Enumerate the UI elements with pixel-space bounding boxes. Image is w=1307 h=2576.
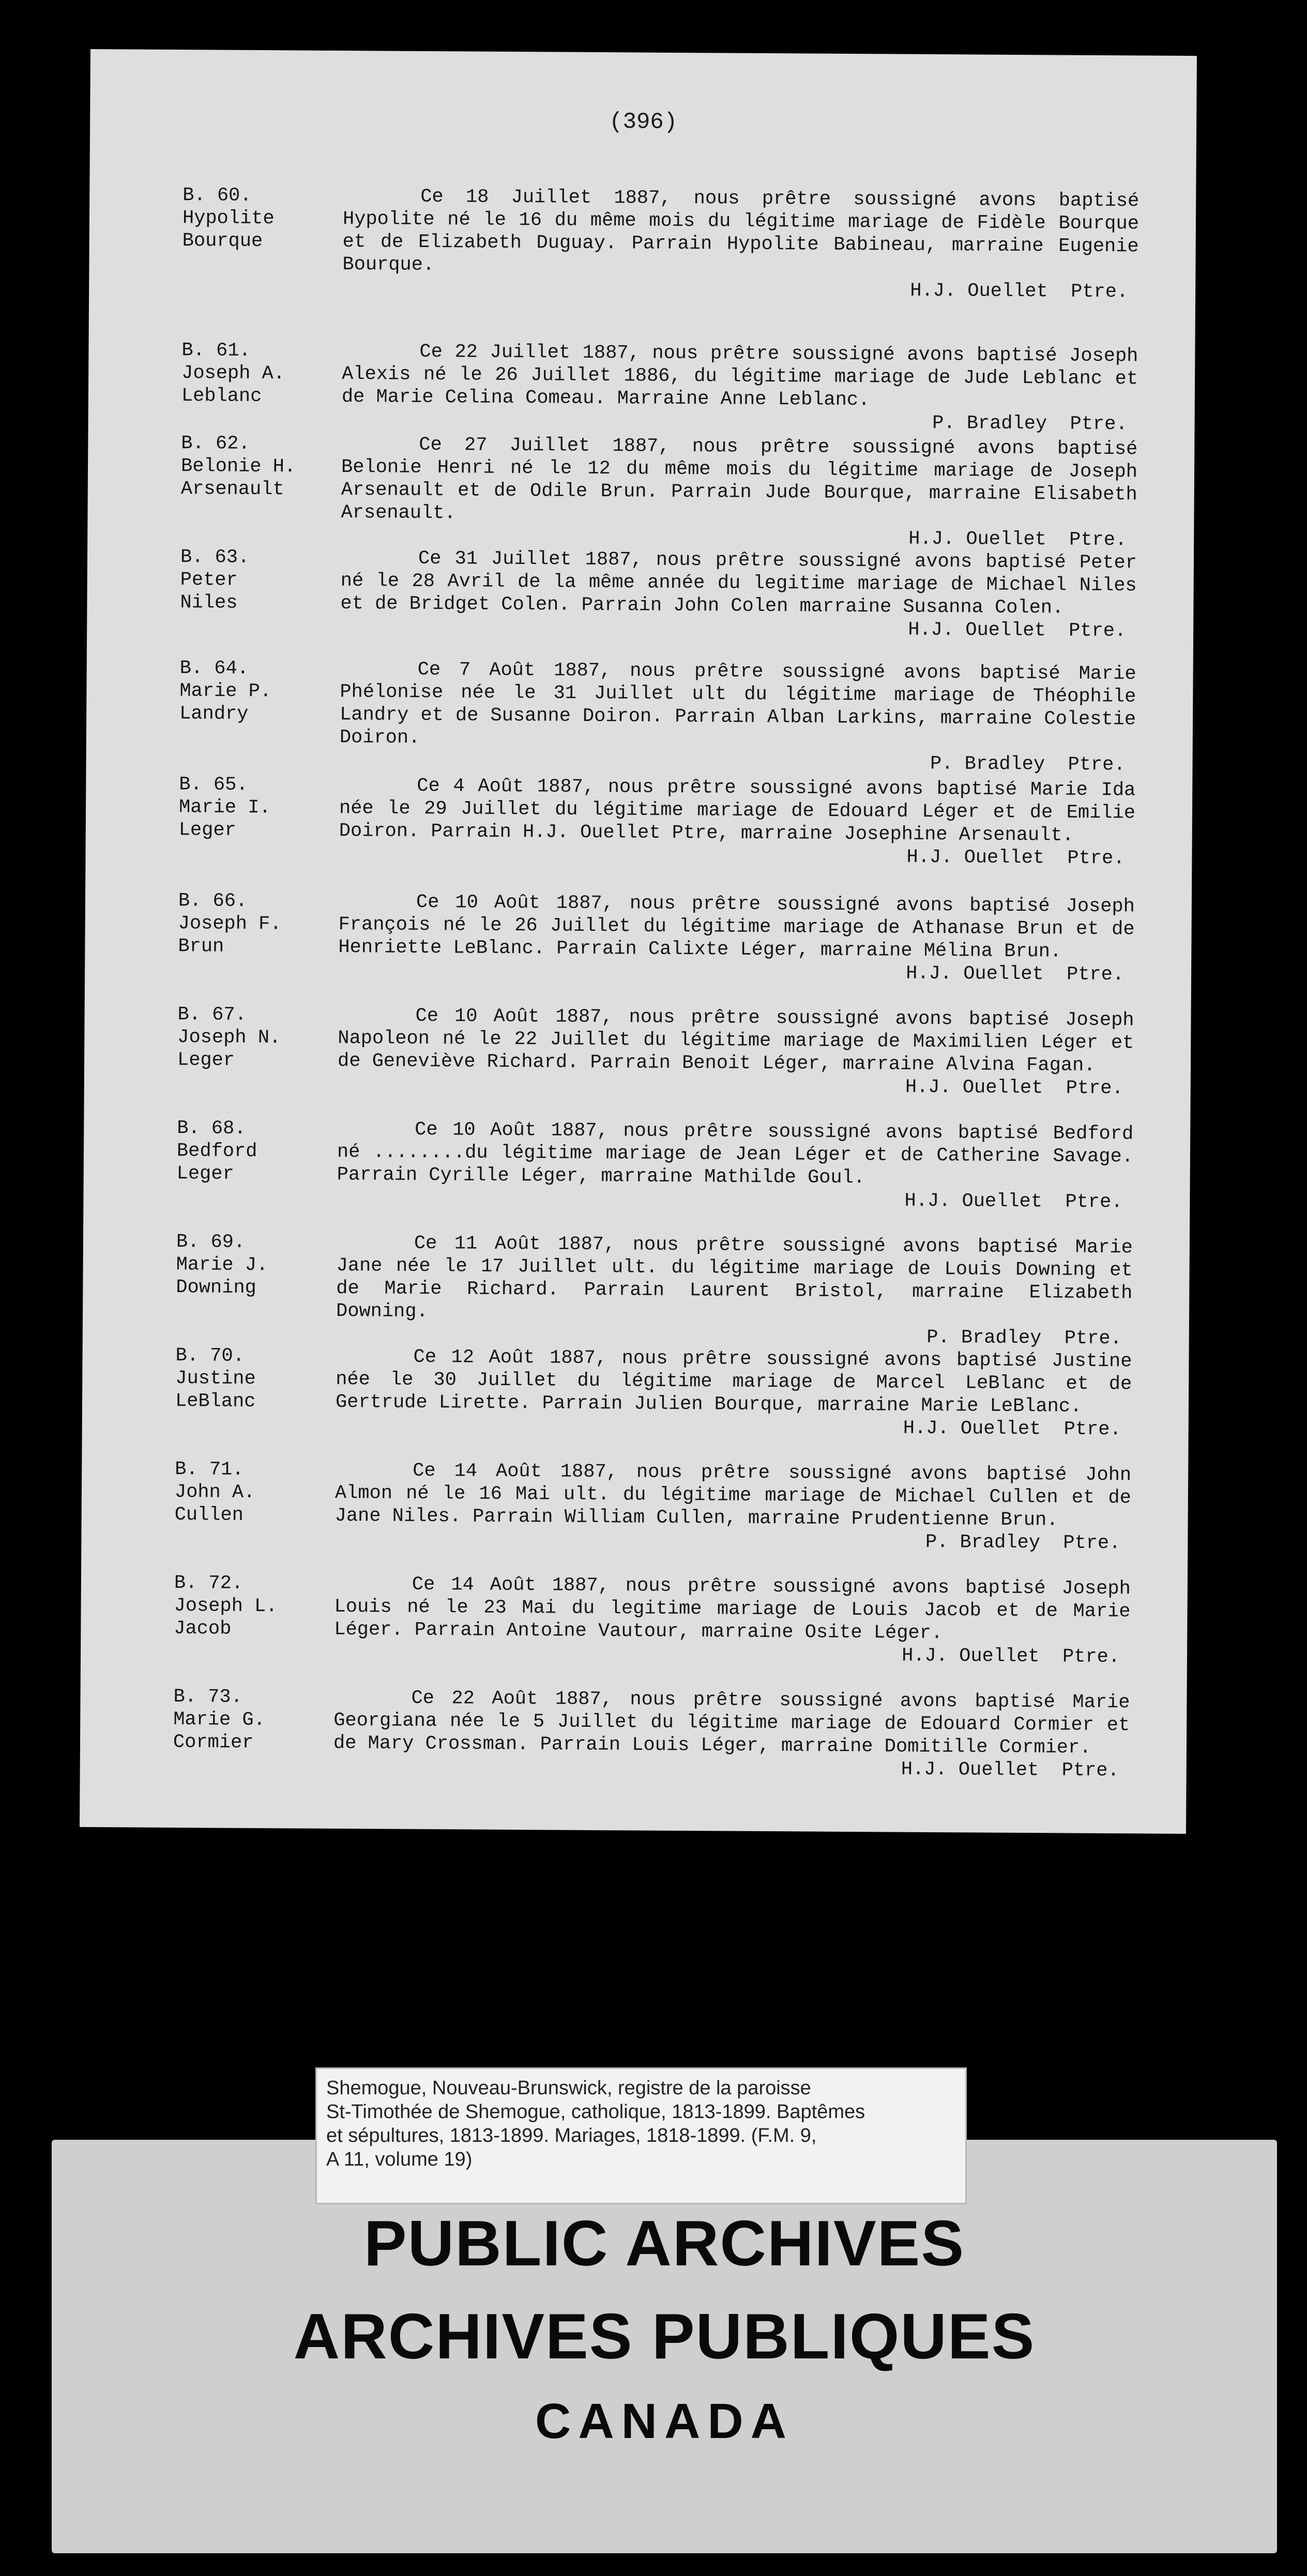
- label-line-2: St-Timothée de Shemogue, catholique, 1813-1899. Baptêmes: [326, 2101, 865, 2123]
- entry-id: B. 66.: [178, 890, 248, 912]
- entry-text: Ce 14 Août 1887, nous prêtre soussigné avons baptisé John Almon né le 16 Mai ult. du légitime mariage de Michael Cullen et de Jane Niles. Parrain William Cullen, marraine Prudentienne Brun.: [335, 1460, 1132, 1531]
- register-page: [80, 49, 1197, 1834]
- entry-name2: Leger: [176, 1163, 234, 1185]
- entry-signature: H.J. Ouellet Ptre.: [904, 1190, 1123, 1214]
- entry-body: [341, 340, 1138, 436]
- baptism-entry: [81, 1685, 1187, 1782]
- entry-text: Ce 12 Août 1887, nous prêtre soussigné avons baptisé Justine née le 30 Juillet du légitime mariage de Marcel LeBlanc et de Gertrude Lirette. Parrain Julien Bourque, marraine Marie LeBlanc.: [335, 1346, 1132, 1418]
- entry-id: B. 65.: [179, 774, 248, 796]
- entry-body: [342, 185, 1139, 303]
- entry-name1: John A.: [174, 1481, 255, 1504]
- entry-body: [333, 1686, 1130, 1782]
- entry-name2: Leger: [177, 1049, 235, 1071]
- entry-text: Ce 18 Juillet 1887, nous prêtre soussigné avons baptisé Hypolite né le 16 du même mois du légitime mariage de Fidèle Bourque et de Elizabeth Duguay. Parrain Hypolite Babineau, marraine Eugenie Bourque.: [342, 186, 1139, 277]
- entry-body: [339, 774, 1135, 870]
- entry-name2: Landry: [179, 703, 249, 725]
- entry-text: Ce 10 Août 1887, nous prêtre soussigné avons baptisé Joseph Napoleon né le 22 Juillet du légitime mariage de Maximilien Léger et de Geneviève Richard. Parrain Benoit Léger, marraine Alvina Fagan.: [337, 1005, 1134, 1077]
- baptism-entry: [87, 656, 1193, 776]
- entry-name2: Cullen: [174, 1504, 244, 1526]
- baptism-entry: [85, 889, 1192, 986]
- entry-body: [335, 1459, 1131, 1555]
- label-line-1: Shemogue, Nouveau-Brunswick, registre de la paroisse: [326, 2077, 811, 2099]
- baptism-entry: [85, 1003, 1191, 1100]
- entry-signature: H.J. Ouellet Ptre.: [905, 1076, 1123, 1100]
- entry-body: [340, 547, 1137, 642]
- entry-text: Ce 22 Août 1887, nous prêtre soussigné avons baptisé Marie Georgiana née le 5 Juillet du légitime mariage de Edouard Cormier et de Mary Crossman. Parrain Louis Léger, marraine Domitille Cormier.: [333, 1687, 1130, 1759]
- entry-id: B. 64.: [179, 657, 249, 680]
- entry-body: [339, 658, 1136, 776]
- entry-margin-note: [174, 1572, 329, 1641]
- entry-margin-note: [183, 184, 338, 253]
- label-line-4: A 11, volume 19): [326, 2149, 473, 2170]
- baptism-entry: [89, 339, 1195, 436]
- entry-name2: Niles: [180, 592, 238, 614]
- entry-signature: H.J. Ouellet Ptre.: [903, 1417, 1121, 1441]
- entry-name1: Joseph F.: [178, 913, 282, 936]
- entry-text: Ce 10 Août 1887, nous prêtre soussigné avons baptisé Bedford né ........du légitime mariage de Jean Léger et de Catherine Savage. Parrain Cyrille Léger, marraine Mathilde Goul.: [337, 1118, 1134, 1189]
- entry-name2: Bourque: [182, 230, 263, 253]
- entry-text: Ce 4 Août 1887, nous prêtre soussigné avons baptisé Marie Ida née le 29 Juillet du légitime mariage de Edouard Léger et de Emilie Doiron. Parrain H.J. Ouellet Ptre, marraine Josephine Arsenault.: [339, 775, 1136, 847]
- entry-name1: Hypolite: [182, 207, 275, 230]
- entry-body: [336, 1232, 1133, 1350]
- entry-id: B. 60.: [183, 185, 252, 207]
- baptism-entry: [84, 1116, 1190, 1214]
- page-number: (396): [609, 109, 678, 135]
- entry-name2: LeBlanc: [175, 1390, 256, 1413]
- entry-name1: Justine: [175, 1368, 256, 1390]
- entry-margin-note: [175, 1458, 330, 1527]
- entry-signature: H.J. Ouellet Ptre.: [902, 1645, 1120, 1668]
- entry-margin-note: [176, 1231, 331, 1300]
- baptism-entry: [82, 1458, 1188, 1555]
- entry-signature: H.J. Ouellet Ptre.: [910, 280, 1129, 303]
- entry-signature: H.J. Ouellet Ptre.: [906, 846, 1125, 870]
- archives-title-english: PUBLIC ARCHIVES: [363, 2208, 965, 2279]
- label-line-3: et sépultures, 1813-1899. Mariages, 1818-1899. (F.M. 9,: [326, 2125, 817, 2146]
- entry-id: B. 62.: [181, 433, 250, 455]
- entry-signature: H.J. Ouellet Ptre.: [908, 528, 1127, 551]
- baptism-entry: [89, 183, 1196, 303]
- entry-text: Ce 7 Août 1887, nous prêtre soussigné avons baptisé Marie Phélonise née le 31 Juillet ult du légitime mariage de Théophile Landry et de Susanne Doiron. Parrain Alban Larkins, marraine Colestie Doiron.: [339, 658, 1136, 749]
- entry-text: Ce 11 Août 1887, nous prêtre soussigné avons baptisé Marie Jane née le 17 Juillet ult. du légitime mariage de Louis Downing et de Marie Richard. Parrain Laurent Bristol, marraine Elizabeth Downing.: [336, 1232, 1133, 1323]
- entry-margin-note: [181, 339, 337, 408]
- entry-name2: Brun: [178, 936, 224, 958]
- entry-name1: Marie G.: [173, 1709, 266, 1731]
- entry-margin-note: [177, 1117, 332, 1186]
- entry-signature: H.J. Ouellet Ptre.: [906, 962, 1124, 986]
- entry-name2: Leger: [178, 819, 236, 841]
- entry-name1: Bedford: [176, 1140, 257, 1163]
- entry-margin-note: [179, 657, 335, 726]
- entry-signature: P. Bradley Ptre.: [932, 412, 1128, 436]
- entry-margin-note: [173, 1685, 329, 1755]
- entry-signature: H.J. Ouellet Ptre.: [908, 619, 1127, 642]
- entry-name1: Peter: [180, 569, 238, 591]
- entry-margin-note: [178, 890, 333, 959]
- entry-text: Ce 10 Août 1887, nous prêtre soussigné avons baptisé Joseph François né le 26 Juillet du légitime mariage de Athanase Brun et de Henriette LeBlanc. Parrain Calixte Léger, marraine Mélina Brun.: [338, 891, 1135, 963]
- entry-id: B. 67.: [177, 1004, 247, 1026]
- entry-name1: Marie J.: [176, 1254, 268, 1277]
- entry-id: B. 68.: [177, 1117, 246, 1140]
- entry-name1: Joseph L.: [174, 1595, 278, 1618]
- entry-margin-note: [181, 432, 337, 501]
- entry-margin-note: [177, 1003, 333, 1072]
- archives-country: CANADA: [535, 2394, 794, 2449]
- entry-id: B. 61.: [181, 340, 251, 362]
- entry-margin-note: [180, 546, 336, 615]
- entry-margin-note: [175, 1344, 331, 1414]
- entry-name1: Marie P.: [179, 680, 272, 703]
- entry-text: Ce 14 Août 1887, nous prêtre soussigné avons baptisé Joseph Louis né le 23 Mai du legitime mariage de Louis Jacob et de Marie Léger. Parrain Antoine Vautour, marraine Osite Léger.: [334, 1573, 1131, 1645]
- entry-text: Ce 31 Juillet 1887, nous prêtre soussigné avons baptisé Peter né le 28 Avril de la même année du legitime mariage de Michael Niles et de Bridget Colen. Parrain John Colen marraine Susanna Colen.: [340, 547, 1137, 619]
- entry-name1: Marie I.: [178, 796, 271, 819]
- entry-id: B. 69.: [176, 1231, 246, 1253]
- entry-signature: P. Bradley Ptre.: [926, 1326, 1122, 1350]
- entry-body: [341, 433, 1137, 551]
- entry-body: [338, 891, 1135, 986]
- entry-name1: Belonie H.: [180, 455, 296, 478]
- entry-text: Ce 27 Juillet 1887, nous prêtre soussigné avons baptisé Belonie Henri né le 12 du même mois du légitime mariage de Joseph Arsenault et de Odile Brun. Parrain Jude Bourque, marraine Elisabeth Arsenault.: [341, 434, 1138, 525]
- entry-body: [336, 1345, 1132, 1441]
- entry-name2: Downing: [176, 1277, 256, 1299]
- entry-body: [337, 1118, 1133, 1214]
- entry-body: [334, 1573, 1131, 1668]
- entry-id: B. 72.: [174, 1572, 244, 1594]
- baptism-entry: [81, 1571, 1188, 1668]
- entry-margin-note: [179, 773, 335, 842]
- entry-name1: Joseph A.: [181, 362, 285, 385]
- archives-title-french: ARCHIVES PUBLIQUES: [293, 2301, 1036, 2372]
- entry-id: B. 71.: [175, 1459, 244, 1481]
- entry-text: Ce 22 Juillet 1887, nous prêtre soussigné avons baptisé Joseph Alexis né le 26 Juillet 1886, du légitime mariage de Jude Leblanc et de Marie Celina Comeau. Marraine Anne Leblanc.: [341, 341, 1138, 411]
- entry-name2: Leblanc: [181, 385, 262, 408]
- entry-signature: H.J. Ouellet Ptre.: [901, 1758, 1119, 1782]
- entry-name2: Arsenault: [180, 478, 284, 501]
- entry-id: B. 70.: [175, 1345, 245, 1367]
- baptism-entry: [83, 1230, 1190, 1350]
- entry-name2: Jacob: [174, 1618, 232, 1640]
- entry-body: [338, 1004, 1134, 1100]
- entry-signature: P. Bradley Ptre.: [925, 1531, 1121, 1555]
- entry-signature: P. Bradley Ptre.: [930, 753, 1126, 776]
- entry-id: B. 73.: [173, 1686, 242, 1708]
- microfilm-label: [315, 2067, 967, 2204]
- entry-name1: Joseph N.: [177, 1026, 281, 1049]
- entry-name2: Cormier: [173, 1731, 254, 1754]
- entry-id: B. 63.: [180, 546, 250, 569]
